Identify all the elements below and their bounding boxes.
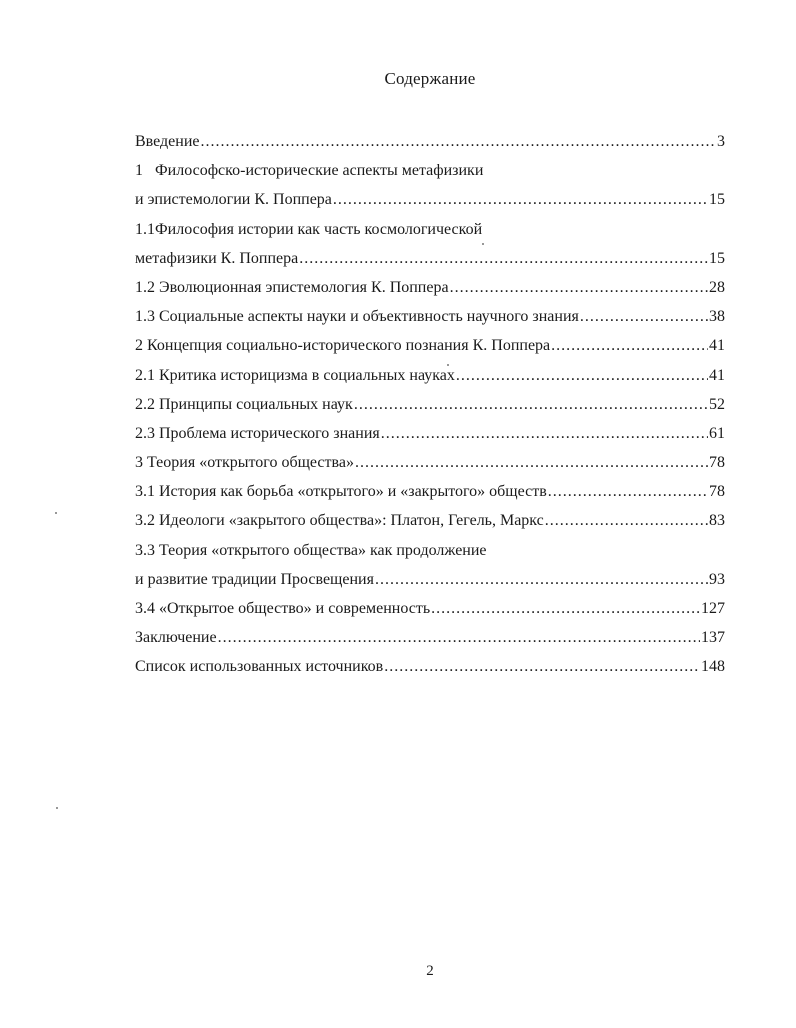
toc-entry-page: 93 xyxy=(709,570,725,588)
dot-leader xyxy=(354,390,708,419)
toc-entry[interactable] xyxy=(135,185,725,214)
toc-line xyxy=(135,390,725,419)
toc-entry[interactable] xyxy=(135,477,725,506)
toc-entry[interactable] xyxy=(135,594,725,623)
toc-entry-label: 3 Теория «открытого общества» xyxy=(135,454,354,472)
toc-entry[interactable] xyxy=(135,390,725,419)
toc-line xyxy=(135,331,725,360)
dot-leader xyxy=(456,361,708,390)
dot-leader xyxy=(355,448,708,477)
dot-leader xyxy=(545,506,708,535)
toc-entry[interactable] xyxy=(135,273,725,302)
toc-entry-label: 1.3 Социальные аспекты науки и объективность научного знания xyxy=(135,308,579,326)
toc-entry-label: метафизики К. Поппера xyxy=(135,249,299,267)
toc-line xyxy=(135,506,725,535)
toc-line xyxy=(135,185,725,214)
toc-line xyxy=(135,127,725,156)
toc-entry-page: 78 xyxy=(709,483,725,501)
toc-entry-label: 2.1 Критика историцизма в социальных науках xyxy=(135,366,455,384)
toc-entry[interactable] xyxy=(135,652,725,681)
toc-entry-page: 41 xyxy=(709,366,725,384)
toc-entry-label: Список использованных источников xyxy=(135,658,384,676)
toc-entry-label: 3.4 «Открытое общество» и современность xyxy=(135,600,431,617)
toc-entry-label: Заключение xyxy=(135,629,217,647)
toc-entry[interactable] xyxy=(135,506,725,535)
toc-entry-page: 127 xyxy=(701,600,725,617)
dot-leader xyxy=(548,477,708,506)
toc-entry-page: 148 xyxy=(701,658,725,676)
toc-entry-page: 83 xyxy=(709,512,725,530)
toc-entry-page: 41 xyxy=(709,337,725,355)
toc-line xyxy=(135,565,725,594)
toc-line xyxy=(135,215,725,244)
dot-leader xyxy=(580,302,708,331)
scan-speck xyxy=(447,364,449,366)
toc-entry-label: 1.2 Эволюционная эпистемология К. Поппера xyxy=(135,278,449,296)
toc-entry-label: и эпистемологии К. Поппера xyxy=(135,191,332,209)
toc-entry-page: 52 xyxy=(709,395,725,413)
dot-leader xyxy=(218,623,700,652)
toc-heading-line: 1 Философско-исторические аспекты метафизики xyxy=(135,162,484,180)
toc-line xyxy=(135,652,725,681)
dot-leader xyxy=(450,273,708,302)
toc-entry-page: 78 xyxy=(709,454,725,472)
dot-leader xyxy=(201,127,717,156)
scan-speck xyxy=(55,512,57,514)
toc-entry[interactable] xyxy=(135,565,725,594)
toc-entry-label: 2 Концепция социально-исторического познания К. Поппера xyxy=(135,337,551,355)
toc-entry[interactable] xyxy=(135,302,725,331)
toc-entry-page: 15 xyxy=(709,249,725,267)
scan-speck xyxy=(56,807,58,809)
page-number: 2 xyxy=(426,963,434,979)
dot-leader xyxy=(375,565,708,594)
toc-entry-label: 3.2 Идеологи «закрытого общества»: Платон, Гегель, Маркс xyxy=(135,512,544,530)
toc-entry[interactable] xyxy=(135,448,725,477)
dot-leader xyxy=(333,185,708,214)
toc-line xyxy=(135,477,725,506)
toc-entry[interactable] xyxy=(135,361,725,390)
toc-line xyxy=(135,448,725,477)
toc-entry[interactable] xyxy=(135,623,725,652)
dot-leader xyxy=(431,594,700,623)
toc-entry-label: 2.3 Проблема исторического знания xyxy=(135,424,380,442)
toc-heading-line: 1.1Философия истории как часть космологической xyxy=(135,220,483,238)
toc-entry-label: Введение xyxy=(135,133,200,150)
toc-entry[interactable] xyxy=(135,419,725,448)
dot-leader xyxy=(299,244,708,273)
table-of-contents xyxy=(135,127,725,682)
toc-entry-page: 137 xyxy=(701,629,725,647)
toc-entry[interactable] xyxy=(135,127,725,156)
scan-speck xyxy=(482,243,484,245)
toc-entry-label: и развитие традиции Просвещения xyxy=(135,570,374,588)
dot-leader xyxy=(551,331,708,360)
toc-line xyxy=(135,273,725,302)
toc-entry-page: 3 xyxy=(717,133,725,150)
toc-line xyxy=(135,244,725,273)
toc-line xyxy=(135,156,725,185)
toc-entry-page: 61 xyxy=(709,424,725,442)
toc-entry[interactable] xyxy=(135,331,725,360)
toc-entry[interactable] xyxy=(135,244,725,273)
page-title: Содержание xyxy=(384,69,476,88)
toc-line xyxy=(135,623,725,652)
toc-entry-page: 15 xyxy=(709,191,725,209)
dot-leader xyxy=(381,419,708,448)
toc-line xyxy=(135,594,725,623)
toc-entry-label: 3.1 История как борьба «открытого» и «закрытого» обществ xyxy=(135,483,547,501)
toc-line xyxy=(135,302,725,331)
toc-line xyxy=(135,361,725,390)
toc-entry-label: 2.2 Принципы социальных наук xyxy=(135,395,353,413)
dot-leader xyxy=(384,652,700,681)
toc-heading-line: 3.3 Теория «открытого общества» как продолжение xyxy=(135,541,487,559)
toc-entry-page: 28 xyxy=(709,278,725,296)
toc-line xyxy=(135,419,725,448)
toc-entry-page: 38 xyxy=(709,308,725,326)
toc-line xyxy=(135,536,725,565)
